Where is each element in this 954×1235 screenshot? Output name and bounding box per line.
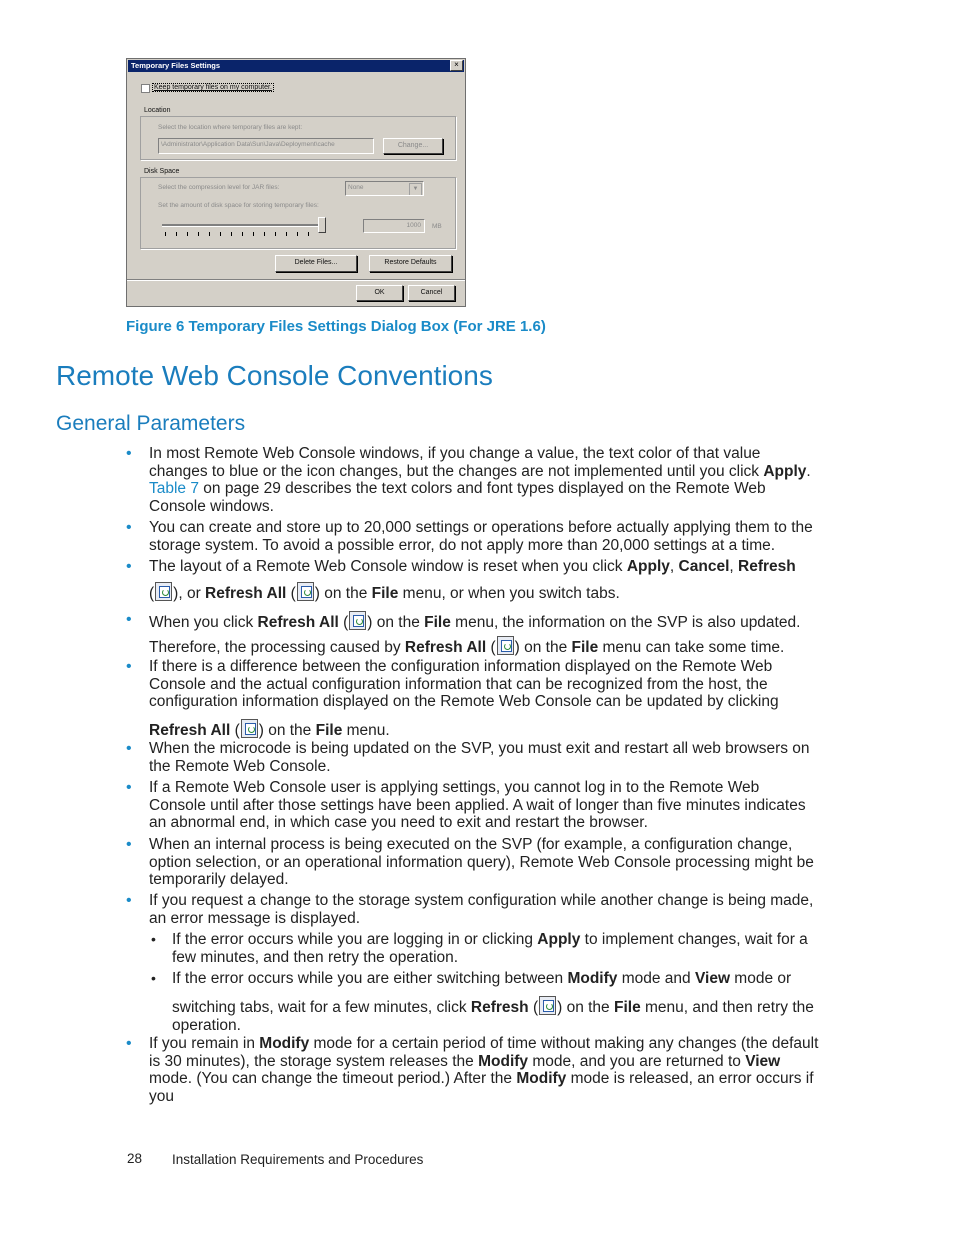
disk-space-slider-track[interactable] bbox=[162, 224, 322, 227]
refresh-all-icon bbox=[349, 611, 366, 630]
compression-label: Select the compression level for JAR files: bbox=[158, 184, 280, 191]
bullet-text: ( ), or Refresh All ( ) on the File menu, or when you switch tabs. bbox=[149, 582, 819, 603]
figure-caption: Figure 6 Temporary Files Settings Dialog Box (For JRE 1.6) bbox=[126, 318, 546, 335]
bullet-text: In most Remote Web Console windows, if you change a value, the text color of that value changes to blue or the icon changes, but the changes are not implemented until you click Apply. Table 7 on page 29 describes the text colors and font types displayed on the Remote Web Console windows. bbox=[149, 445, 811, 515]
bullet-text: The layout of a Remote Web Console window is reset when you click Apply, Cancel, Refresh bbox=[149, 558, 796, 575]
ok-button[interactable]: OK bbox=[356, 285, 403, 301]
compression-select[interactable] bbox=[345, 181, 424, 196]
bullet-text: When the microcode is being updated on the SVP, you must exit and restart all web browsers on the Remote Web Console. bbox=[149, 740, 810, 775]
amount-label: Set the amount of disk space for storing temporary files: bbox=[158, 202, 319, 209]
bullet-icon: • bbox=[126, 519, 132, 536]
refresh-all-icon bbox=[497, 636, 514, 655]
disk-space-group-title: Disk Space bbox=[144, 168, 180, 175]
footer-title: Installation Requirements and Procedures bbox=[172, 1152, 424, 1167]
bullet-text: If you remain in Modify mode for a certain period of time without making any changes (the default is 30 minutes), the storage system releases the Modify mode, and you are returned to View mode. (You can change the timeout period.) After the Modify mode is released, an error occurs if you bbox=[149, 1035, 819, 1105]
sub-bullet-icon: • bbox=[151, 931, 156, 947]
bullet-text: When you click Refresh All ( ) on the File menu, the information on the SVP is also updated. bbox=[149, 611, 819, 632]
bullet-text: If there is a difference between the configuration information displayed on the Remote Web Console and the actual configuration information that can be recognized from the host, the configuration information displayed on the Remote Web Console can be updated by clicking bbox=[149, 658, 779, 710]
table-7-link[interactable]: Table 7 bbox=[149, 480, 199, 497]
bullet-text: You can create and store up to 20,000 settings or operations before actually applying them to the storage system. To avoid a possible error, do not apply more than 20,000 settings at a time. bbox=[149, 519, 813, 554]
keep-files-label[interactable]: Keep temporary files on my computer. bbox=[154, 84, 272, 91]
sub-bullet-text: If the error occurs while you are either switching between Modify mode and View mode or bbox=[172, 970, 792, 987]
sub-bullet-text: If the error occurs while you are logging in or clicking Apply to implement changes, wait for a few minutes, and then retry the operation. bbox=[172, 931, 808, 966]
slider-ticks bbox=[165, 232, 317, 236]
close-icon[interactable]: × bbox=[450, 60, 463, 71]
change-button[interactable]: Change... bbox=[383, 138, 443, 154]
sub-bullet-text: switching tabs, wait for a few minutes, click Refresh ( ) on the File menu, and then retry the operation. bbox=[172, 996, 822, 1034]
dialog-cancel-button[interactable]: Cancel bbox=[408, 285, 455, 301]
bullet-text: If you request a change to the storage system configuration while another change is being made, an error message is displayed. bbox=[149, 892, 814, 927]
location-instruction: Select the location where temporary files are kept: bbox=[158, 124, 303, 131]
refresh-all-icon bbox=[297, 582, 314, 601]
disk-space-unit: MB bbox=[432, 223, 442, 230]
delete-files-button[interactable]: Delete Files... bbox=[275, 255, 357, 272]
bullet-text: If a Remote Web Console user is applying settings, you cannot log in to the Remote Web Console until after those settings have been applied. A wait of longer than five minutes indicates an abnormal end, in which case you need to exit and restart the browser. bbox=[149, 779, 806, 831]
bullet-icon: • bbox=[126, 445, 132, 462]
bullet-icon: • bbox=[126, 836, 132, 853]
refresh-all-icon bbox=[241, 719, 258, 738]
location-path-field[interactable]: \Administrator\Application Data\Sun\Java\Deployment\cache bbox=[158, 138, 374, 154]
disk-space-amount-field[interactable]: 1000 bbox=[363, 219, 425, 233]
dialog-title: Temporary Files Settings bbox=[128, 60, 464, 72]
restore-defaults-button[interactable]: Restore Defaults bbox=[369, 255, 452, 272]
bullet-icon: • bbox=[126, 658, 132, 675]
page-number: 28 bbox=[127, 1151, 143, 1166]
sub-bullet-icon: • bbox=[151, 970, 156, 986]
bullet-text: When an internal process is being executed on the SVP (for example, a configuration change, option selection, or an operational information query), Remote Web Console processing might be temporarily delayed. bbox=[149, 836, 814, 888]
chevron-down-icon: ▼ bbox=[409, 183, 422, 196]
page-title: Remote Web Console Conventions bbox=[56, 360, 493, 391]
bullet-icon: • bbox=[126, 558, 132, 575]
bullet-icon: • bbox=[126, 892, 132, 909]
bullet-text: Refresh All ( ) on the File menu. bbox=[149, 719, 819, 740]
keep-files-checkbox[interactable] bbox=[141, 84, 150, 93]
bullet-icon: • bbox=[126, 1035, 132, 1052]
disk-space-slider-handle[interactable] bbox=[318, 217, 326, 233]
bullet-text: Therefore, the processing caused by Refresh All ( ) on the File menu can take some time. bbox=[149, 636, 819, 657]
dialog-divider bbox=[127, 279, 465, 281]
location-group-title: Location bbox=[144, 107, 171, 114]
bullet-icon: • bbox=[126, 779, 132, 796]
refresh-icon bbox=[539, 996, 556, 1015]
refresh-icon bbox=[155, 582, 172, 601]
section-heading: General Parameters bbox=[56, 412, 246, 435]
compression-value: None bbox=[348, 184, 364, 191]
bullet-icon: • bbox=[126, 611, 132, 628]
bullet-icon: • bbox=[126, 740, 132, 757]
